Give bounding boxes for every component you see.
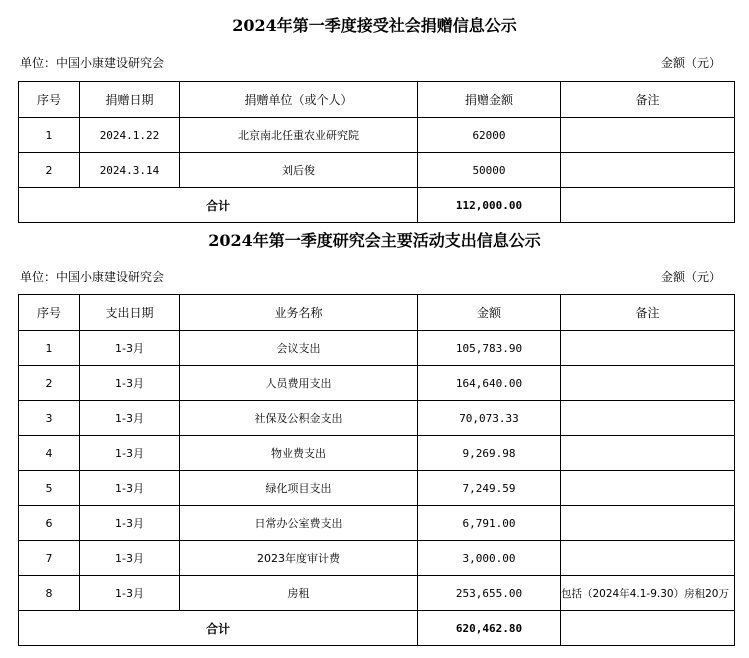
row-note xyxy=(561,401,735,436)
row-name: 日常办公室费支出 xyxy=(180,506,418,541)
row-donor: 北京南北任重农业研究院 xyxy=(180,118,418,153)
row-amount: 6,791.00 xyxy=(418,506,561,541)
row-amount: 70,073.33 xyxy=(418,401,561,436)
row-no: 7 xyxy=(19,541,80,576)
row-name: 人员费用支出 xyxy=(180,366,418,401)
row-note xyxy=(561,118,735,153)
row-name: 会议支出 xyxy=(180,331,418,366)
table-row xyxy=(19,541,735,576)
row-name: 绿化项目支出 xyxy=(180,471,418,506)
row-date: 1-3月 xyxy=(80,471,180,506)
row-date: 1-3月 xyxy=(80,436,180,471)
row-name: 物业费支出 xyxy=(180,436,418,471)
row-amount: 9,269.98 xyxy=(418,436,561,471)
total-row xyxy=(19,188,735,223)
row-no: 5 xyxy=(19,471,80,506)
row-no: 8 xyxy=(19,576,80,611)
row-name: 2023年度审计费 xyxy=(180,541,418,576)
row-no: 4 xyxy=(19,436,80,471)
table-row xyxy=(19,118,735,153)
header-cell: 序号 xyxy=(19,82,80,118)
row-amount: 105,783.90 xyxy=(418,331,561,366)
total-amount: 112,000.00 xyxy=(418,188,561,223)
row-amount: 62000 xyxy=(418,118,561,153)
row-note xyxy=(561,471,735,506)
donation-header-row xyxy=(19,82,735,118)
row-note xyxy=(561,366,735,401)
row-note xyxy=(561,153,735,188)
table-row xyxy=(19,331,735,366)
total-label: 合计 xyxy=(19,188,418,223)
row-no: 2 xyxy=(19,366,80,401)
header-cell: 支出日期 xyxy=(80,295,180,331)
expense-table xyxy=(18,294,735,646)
row-no: 2 xyxy=(19,153,80,188)
row-note: 包括（2024年4.1-9.30）房租20万 xyxy=(561,576,735,611)
donation-title: 2024年第一季度接受社会捐赠信息公示 xyxy=(232,16,517,35)
row-amount: 7,249.59 xyxy=(418,471,561,506)
row-date: 1-3月 xyxy=(80,576,180,611)
header-cell: 备注 xyxy=(561,295,735,331)
donation-currency: 金额（元） xyxy=(660,56,721,70)
row-no: 3 xyxy=(19,401,80,436)
header-cell: 序号 xyxy=(19,295,80,331)
row-note xyxy=(561,541,735,576)
row-note xyxy=(561,506,735,541)
row-no: 1 xyxy=(19,118,80,153)
total-row xyxy=(19,611,735,646)
row-donor: 刘后俊 xyxy=(180,153,418,188)
row-name: 社保及公积金支出 xyxy=(180,401,418,436)
donation-table xyxy=(18,81,735,223)
table-row xyxy=(19,576,735,611)
table-row xyxy=(19,401,735,436)
row-amount: 3,000.00 xyxy=(418,541,561,576)
row-note xyxy=(561,331,735,366)
expense-header-row xyxy=(19,295,735,331)
row-amount: 253,655.00 xyxy=(418,576,561,611)
row-no: 1 xyxy=(19,331,80,366)
row-amount: 50000 xyxy=(418,153,561,188)
table-row xyxy=(19,366,735,401)
row-date: 1-3月 xyxy=(80,541,180,576)
expense-currency: 金额（元） xyxy=(660,270,721,284)
header-cell: 备注 xyxy=(561,82,735,118)
header-cell: 捐赠单位（或个人） xyxy=(180,82,418,118)
expense-title: 2024年第一季度研究会主要活动支出信息公示 xyxy=(208,231,541,250)
row-date: 1-3月 xyxy=(80,331,180,366)
row-date: 2024.3.14 xyxy=(80,153,180,188)
row-date: 1-3月 xyxy=(80,401,180,436)
total-amount: 620,462.80 xyxy=(418,611,561,646)
table-row xyxy=(19,506,735,541)
header-cell: 捐赠金额 xyxy=(418,82,561,118)
row-no: 6 xyxy=(19,506,80,541)
donation-unit: 单位：中国小康建设研究会 xyxy=(20,56,165,70)
row-date: 1-3月 xyxy=(80,366,180,401)
row-name: 房租 xyxy=(180,576,418,611)
total-note xyxy=(561,611,735,646)
table-row xyxy=(19,153,735,188)
row-amount: 164,640.00 xyxy=(418,366,561,401)
header-cell: 捐赠日期 xyxy=(80,82,180,118)
row-date: 1-3月 xyxy=(80,506,180,541)
row-date: 2024.1.22 xyxy=(80,118,180,153)
row-note xyxy=(561,436,735,471)
total-label: 合计 xyxy=(19,611,418,646)
table-row xyxy=(19,436,735,471)
total-note xyxy=(561,188,735,223)
expense-unit: 单位：中国小康建设研究会 xyxy=(20,270,165,284)
header-cell: 业务名称 xyxy=(180,295,418,331)
header-cell: 金额 xyxy=(418,295,561,331)
table-row xyxy=(19,471,735,506)
